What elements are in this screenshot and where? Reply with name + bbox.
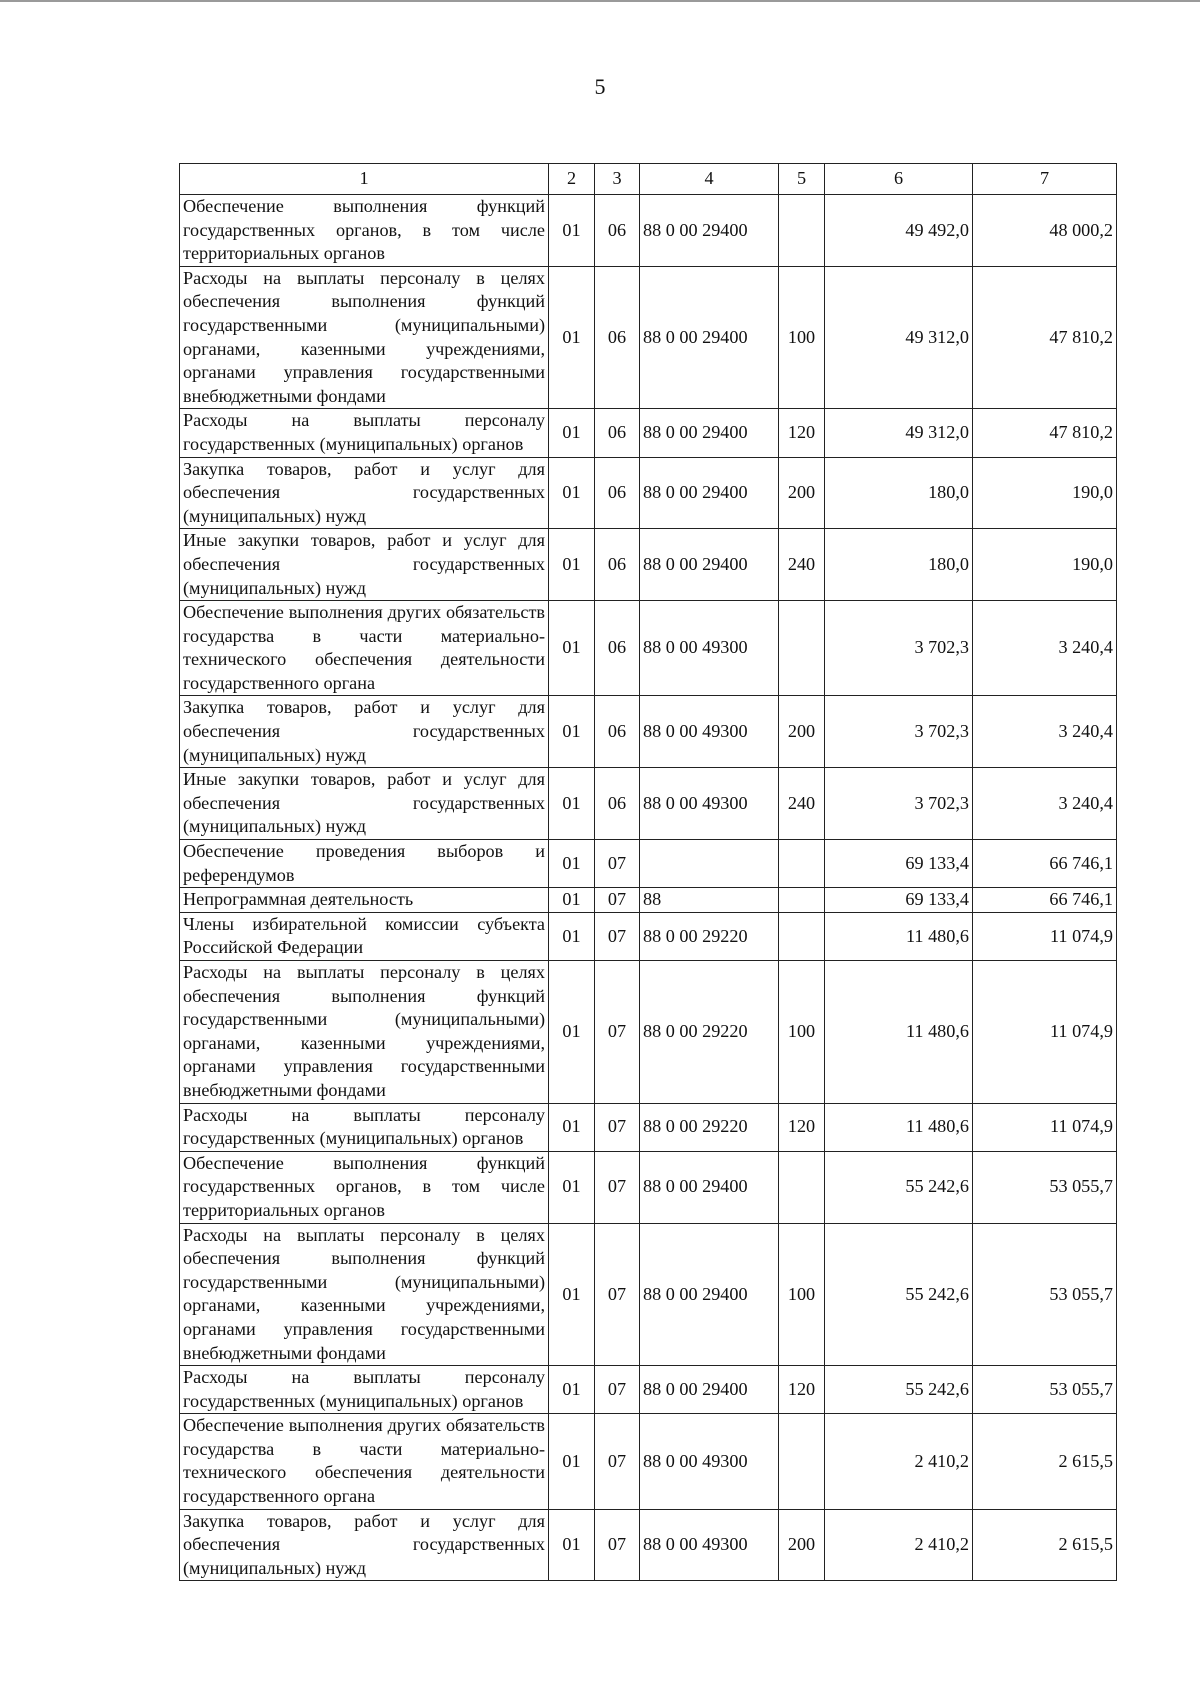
target-article-code: 88 0 00 29400 [640, 529, 779, 601]
amount-col-6: 49 312,0 [825, 266, 973, 409]
amount-col-6: 3 702,3 [825, 601, 973, 696]
subsection-code: 07 [595, 840, 640, 888]
row-description: Закупка товаров, работ и услуг для обеспечения государственных (муниципальных) нужд [180, 696, 549, 768]
table-row [180, 1414, 1117, 1509]
header-col-7: 7 [973, 164, 1117, 195]
amount-col-7: 190,0 [973, 529, 1117, 601]
expense-type-code: 120 [779, 1103, 825, 1151]
row-description: Иные закупки товаров, работ и услуг для обеспечения государственных (муниципальных) нужд [180, 529, 549, 601]
section-code: 01 [549, 409, 595, 457]
table-row [180, 912, 1117, 960]
section-code: 01 [549, 601, 595, 696]
expense-type-code [779, 840, 825, 888]
subsection-code: 07 [595, 961, 640, 1104]
subsection-code: 06 [595, 266, 640, 409]
expense-type-code: 120 [779, 1366, 825, 1414]
subsection-code: 07 [595, 1103, 640, 1151]
page-number: 5 [594, 74, 606, 99]
amount-col-6: 2 410,2 [825, 1414, 973, 1509]
row-description: Расходы на выплаты персоналу в целях обеспечения выполнения функций государственными (муниципальными) органами, казенными учреждениями, органами управления государственными внебюджетными фондами [180, 1223, 549, 1366]
amount-col-6: 11 480,6 [825, 912, 973, 960]
expense-type-code: 200 [779, 457, 825, 529]
target-article-code: 88 0 00 29400 [640, 1151, 779, 1223]
amount-col-7: 11 074,9 [973, 912, 1117, 960]
table-row [180, 195, 1117, 267]
row-description: Обеспечение проведения выборов и референдумов [180, 840, 549, 888]
table-row [180, 1223, 1117, 1366]
amount-col-6: 55 242,6 [825, 1366, 973, 1414]
expense-type-code [779, 1151, 825, 1223]
subsection-code: 07 [595, 1509, 640, 1581]
section-code: 01 [549, 961, 595, 1104]
section-code: 01 [549, 1223, 595, 1366]
amount-col-7: 11 074,9 [973, 1103, 1117, 1151]
amount-col-7: 3 240,4 [973, 768, 1117, 840]
target-article-code: 88 0 00 49300 [640, 1509, 779, 1581]
table-row [180, 457, 1117, 529]
target-article-code: 88 0 00 29400 [640, 266, 779, 409]
expense-type-code: 100 [779, 961, 825, 1104]
expense-type-code: 200 [779, 696, 825, 768]
header-col-2: 2 [549, 164, 595, 195]
section-code: 01 [549, 1414, 595, 1509]
amount-col-6: 3 702,3 [825, 768, 973, 840]
amount-col-6: 55 242,6 [825, 1223, 973, 1366]
target-article-code: 88 0 00 49300 [640, 768, 779, 840]
subsection-code: 06 [595, 409, 640, 457]
expense-type-code: 240 [779, 768, 825, 840]
table-row [180, 266, 1117, 409]
header-col-5: 5 [779, 164, 825, 195]
section-code: 01 [549, 457, 595, 529]
expense-type-code [779, 195, 825, 267]
table-row [180, 1103, 1117, 1151]
budget-table [179, 163, 1117, 1581]
subsection-code: 06 [595, 601, 640, 696]
expense-type-code [779, 912, 825, 960]
row-description: Расходы на выплаты персоналу в целях обеспечения выполнения функций государственными (муниципальными) органами, казенными учреждениями, органами управления государственными внебюджетными фондами [180, 266, 549, 409]
header-row [180, 164, 1117, 195]
section-code: 01 [549, 1366, 595, 1414]
expense-type-code [779, 1414, 825, 1509]
amount-col-7: 2 615,5 [973, 1414, 1117, 1509]
section-code: 01 [549, 840, 595, 888]
table-row [180, 1151, 1117, 1223]
amount-col-6: 2 410,2 [825, 1509, 973, 1581]
target-article-code: 88 0 00 29220 [640, 1103, 779, 1151]
section-code: 01 [549, 195, 595, 267]
expense-type-code: 240 [779, 529, 825, 601]
table-row [180, 961, 1117, 1104]
row-description: Расходы на выплаты персоналу государственных (муниципальных) органов [180, 409, 549, 457]
amount-col-6: 11 480,6 [825, 961, 973, 1104]
amount-col-7: 2 615,5 [973, 1509, 1117, 1581]
amount-col-7: 53 055,7 [973, 1151, 1117, 1223]
subsection-code: 07 [595, 1414, 640, 1509]
amount-col-7: 47 810,2 [973, 266, 1117, 409]
expense-type-code: 120 [779, 409, 825, 457]
amount-col-6: 55 242,6 [825, 1151, 973, 1223]
target-article-code: 88 0 00 29400 [640, 195, 779, 267]
scan-top-edge [0, 0, 1200, 2]
amount-col-7: 66 746,1 [973, 888, 1117, 913]
row-description: Непрограммная деятельность [180, 888, 549, 913]
table-row [180, 840, 1117, 888]
amount-col-7: 48 000,2 [973, 195, 1117, 267]
table-row [180, 888, 1117, 913]
subsection-code: 07 [595, 1223, 640, 1366]
amount-col-7: 3 240,4 [973, 601, 1117, 696]
subsection-code: 06 [595, 768, 640, 840]
section-code: 01 [549, 912, 595, 960]
target-article-code: 88 0 00 49300 [640, 696, 779, 768]
section-code: 01 [549, 696, 595, 768]
expense-type-code [779, 601, 825, 696]
amount-col-7: 3 240,4 [973, 696, 1117, 768]
target-article-code: 88 0 00 29400 [640, 1223, 779, 1366]
amount-col-6: 49 492,0 [825, 195, 973, 267]
section-code: 01 [549, 1151, 595, 1223]
target-article-code: 88 0 00 29220 [640, 912, 779, 960]
target-article-code: 88 0 00 29220 [640, 961, 779, 1104]
amount-col-6: 180,0 [825, 457, 973, 529]
amount-col-6: 69 133,4 [825, 840, 973, 888]
row-description: Обеспечение выполнения других обязательств государства в части материально-технического обеспечения деятельности государственного органа [180, 1414, 549, 1509]
table-row [180, 768, 1117, 840]
table-row [180, 529, 1117, 601]
expense-type-code: 100 [779, 1223, 825, 1366]
section-code: 01 [549, 768, 595, 840]
target-article-code [640, 840, 779, 888]
section-code: 01 [549, 529, 595, 601]
expense-type-code: 100 [779, 266, 825, 409]
subsection-code: 07 [595, 888, 640, 913]
table-row [180, 1366, 1117, 1414]
section-code: 01 [549, 1509, 595, 1581]
subsection-code: 06 [595, 195, 640, 267]
row-description: Обеспечение выполнения функций государственных органов, в том числе территориальных органов [180, 1151, 549, 1223]
table-row [180, 1509, 1117, 1581]
target-article-code: 88 [640, 888, 779, 913]
header-col-4: 4 [640, 164, 779, 195]
target-article-code: 88 0 00 49300 [640, 1414, 779, 1509]
row-description: Закупка товаров, работ и услуг для обеспечения государственных (муниципальных) нужд [180, 1509, 549, 1581]
row-description: Расходы на выплаты персоналу государственных (муниципальных) органов [180, 1103, 549, 1151]
expense-type-code: 200 [779, 1509, 825, 1581]
subsection-code: 07 [595, 1366, 640, 1414]
amount-col-6: 69 133,4 [825, 888, 973, 913]
amount-col-6: 180,0 [825, 529, 973, 601]
amount-col-7: 11 074,9 [973, 961, 1117, 1104]
amount-col-7: 190,0 [973, 457, 1117, 529]
target-article-code: 88 0 00 29400 [640, 1366, 779, 1414]
section-code: 01 [549, 888, 595, 913]
amount-col-6: 3 702,3 [825, 696, 973, 768]
target-article-code: 88 0 00 29400 [640, 457, 779, 529]
row-description: Обеспечение выполнения функций государственных органов, в том числе территориальных органов [180, 195, 549, 267]
table-row [180, 409, 1117, 457]
section-code: 01 [549, 266, 595, 409]
amount-col-7: 47 810,2 [973, 409, 1117, 457]
amount-col-6: 11 480,6 [825, 1103, 973, 1151]
table-row [180, 696, 1117, 768]
target-article-code: 88 0 00 29400 [640, 409, 779, 457]
section-code: 01 [549, 1103, 595, 1151]
subsection-code: 07 [595, 912, 640, 960]
row-description: Расходы на выплаты персоналу государственных (муниципальных) органов [180, 1366, 549, 1414]
amount-col-6: 49 312,0 [825, 409, 973, 457]
amount-col-7: 53 055,7 [973, 1366, 1117, 1414]
expense-type-code [779, 888, 825, 913]
row-description: Расходы на выплаты персоналу в целях обеспечения выполнения функций государственными (муниципальными) органами, казенными учреждениями, органами управления государственными внебюджетными фондами [180, 961, 549, 1104]
subsection-code: 07 [595, 1151, 640, 1223]
header-col-3: 3 [595, 164, 640, 195]
subsection-code: 06 [595, 529, 640, 601]
row-description: Иные закупки товаров, работ и услуг для обеспечения государственных (муниципальных) нужд [180, 768, 549, 840]
row-description: Обеспечение выполнения других обязательств государства в части материально-технического обеспечения деятельности государственного органа [180, 601, 549, 696]
amount-col-7: 53 055,7 [973, 1223, 1117, 1366]
header-col-1: 1 [180, 164, 549, 195]
subsection-code: 06 [595, 457, 640, 529]
target-article-code: 88 0 00 49300 [640, 601, 779, 696]
subsection-code: 06 [595, 696, 640, 768]
row-description: Закупка товаров, работ и услуг для обеспечения государственных (муниципальных) нужд [180, 457, 549, 529]
amount-col-7: 66 746,1 [973, 840, 1117, 888]
table-row [180, 601, 1117, 696]
header-col-6: 6 [825, 164, 973, 195]
row-description: Члены избирательной комиссии субъекта Российской Федерации [180, 912, 549, 960]
